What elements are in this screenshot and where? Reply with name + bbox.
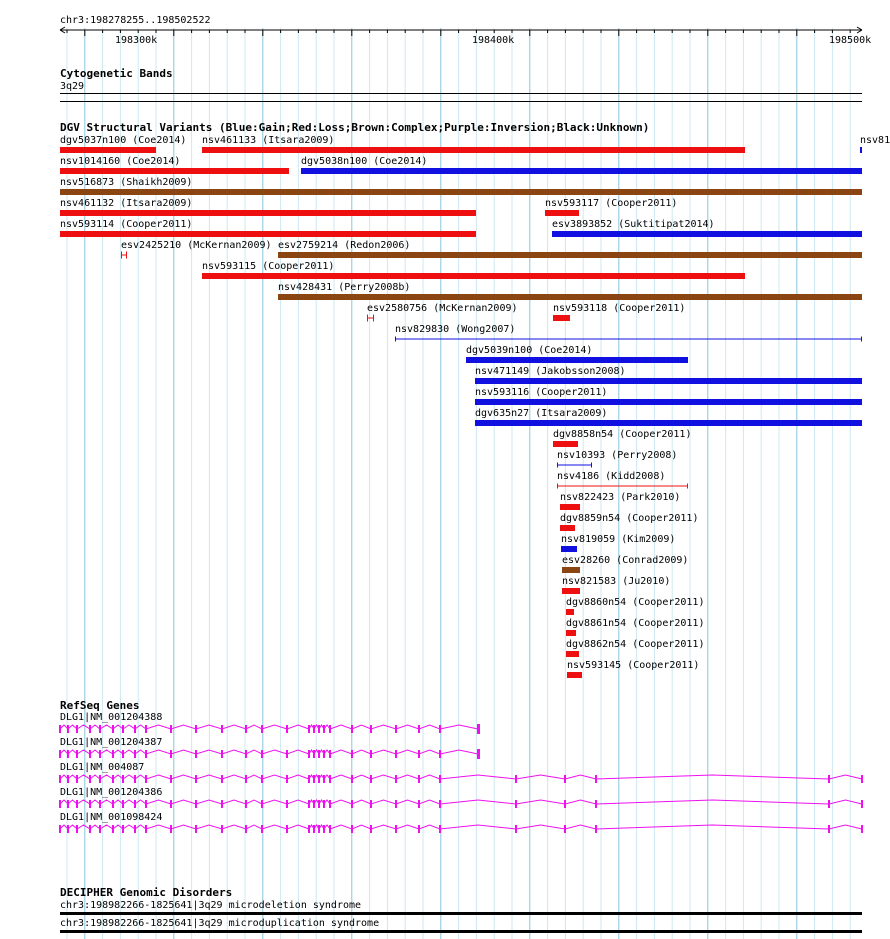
dgv-variant-bar[interactable] bbox=[567, 672, 582, 678]
ruler-tick-label: 198500k bbox=[829, 35, 872, 46]
refseq-gene-exon bbox=[89, 825, 91, 833]
ruler-tick-label: 198300k bbox=[115, 35, 158, 46]
dgv-variant-label: nsv829830 (Wong2007) bbox=[395, 324, 516, 335]
refseq-gene-exon bbox=[286, 725, 288, 733]
refseq-gene-exon bbox=[67, 825, 69, 833]
refseq-gene-exon bbox=[439, 825, 441, 833]
dgv-variant-label: nsv4186 (Kidd2008) bbox=[557, 471, 666, 482]
refseq-gene-exon bbox=[89, 750, 91, 758]
refseq-gene-exon bbox=[261, 825, 263, 833]
dgv-variant-label: nsv516873 (Shaikh2009) bbox=[60, 177, 193, 188]
refseq-gene-exon bbox=[261, 750, 263, 758]
refseq-gene-exon bbox=[323, 775, 325, 783]
refseq-gene-exon bbox=[323, 725, 325, 733]
refseq-gene-exon bbox=[308, 775, 310, 783]
dgv-variant-label: dgv8858n54 (Cooper2011) bbox=[553, 429, 692, 440]
refseq-gene-exon bbox=[76, 825, 78, 833]
refseq-gene-label: DLG1|NM_001204387 bbox=[60, 737, 163, 748]
refseq-gene-exon bbox=[67, 750, 69, 758]
dgv-variant-bar[interactable] bbox=[561, 546, 577, 552]
refseq-gene-exon bbox=[318, 825, 320, 833]
dgv-variant-label: esv3893852 (Suktitipat2014) bbox=[552, 219, 715, 230]
refseq-gene-label: DLG1|NM_001204388 bbox=[60, 712, 163, 723]
dgv-variant-bar[interactable] bbox=[475, 420, 862, 426]
refseq-gene-exon bbox=[122, 825, 124, 833]
refseq-gene-exon bbox=[145, 725, 147, 733]
dgv-variant-bar[interactable] bbox=[553, 315, 570, 321]
refseq-gene-exon bbox=[595, 775, 597, 783]
decipher-item-label: chr3:198982266-1825641|3q29 microduplication syndrome bbox=[60, 918, 380, 929]
refseq-gene-exon bbox=[318, 775, 320, 783]
refseq-gene-exon bbox=[89, 775, 91, 783]
refseq-gene-exon bbox=[170, 800, 172, 808]
refseq-gene-exon bbox=[308, 750, 310, 758]
refseq-gene-exon bbox=[351, 775, 353, 783]
refseq-gene-exon bbox=[329, 750, 331, 758]
dgv-variant-label: nsv593118 (Cooper2011) bbox=[553, 303, 686, 314]
refseq-gene-exon bbox=[89, 725, 91, 733]
refseq-gene-label: DLG1|NM_001204386 bbox=[60, 787, 163, 798]
dgv-variant-bar[interactable] bbox=[60, 231, 476, 237]
refseq-gene-exon bbox=[112, 750, 114, 758]
refseq-gene-exon bbox=[515, 775, 517, 783]
ruler-tick-label: 198400k bbox=[472, 35, 515, 46]
refseq-gene-label: DLG1|NM_004087 bbox=[60, 762, 145, 773]
dgv-variant-bar[interactable] bbox=[560, 525, 575, 531]
refseq-gene-exon bbox=[195, 800, 197, 808]
refseq-gene-exon bbox=[564, 825, 566, 833]
refseq-gene-exon bbox=[99, 825, 101, 833]
refseq-gene-exon bbox=[67, 725, 69, 733]
dgv-variant-label: dgv8862n54 (Cooper2011) bbox=[566, 639, 705, 650]
refseq-gene-exon bbox=[395, 725, 397, 733]
dgv-variant-label: esv28260 (Conrad2009) bbox=[562, 555, 689, 566]
decipher-item-label: chr3:198982266-1825641|3q29 microdeletion syndrome bbox=[60, 900, 362, 911]
dgv-variant-bar[interactable] bbox=[202, 273, 745, 279]
dgv-variant-bar[interactable] bbox=[560, 504, 580, 510]
refseq-gene-exon bbox=[861, 775, 863, 783]
dgv-variant-bar[interactable] bbox=[553, 441, 578, 447]
refseq-gene-exon bbox=[99, 750, 101, 758]
refseq-gene-exon bbox=[318, 725, 320, 733]
refseq-gene-exon bbox=[170, 825, 172, 833]
dgv-variant-label: nsv819059 (Kim2009) bbox=[561, 534, 676, 545]
refseq-gene-exon bbox=[76, 725, 78, 733]
track-title-cytogenetic-bands: Cytogenetic Bands bbox=[60, 67, 173, 80]
refseq-gene-exon bbox=[76, 800, 78, 808]
refseq-gene-exon bbox=[59, 725, 61, 733]
refseq-gene-exon bbox=[564, 800, 566, 808]
dgv-variant-label: esv2759214 (Redon2006) bbox=[278, 240, 411, 251]
refseq-gene-exon bbox=[261, 800, 263, 808]
refseq-gene-exon bbox=[323, 750, 325, 758]
refseq-gene-exon bbox=[99, 775, 101, 783]
dgv-variant-label: nsv593117 (Cooper2011) bbox=[545, 198, 678, 209]
refseq-gene-exon bbox=[286, 775, 288, 783]
refseq-gene-exon bbox=[395, 750, 397, 758]
dgv-variant-label: nsv81 bbox=[860, 135, 890, 146]
dgv-variant-bar[interactable] bbox=[562, 588, 580, 594]
refseq-gene-exon bbox=[477, 749, 480, 759]
dgv-variant-label: dgv5037n100 (Coe2014) bbox=[60, 135, 187, 146]
refseq-gene-exon bbox=[134, 725, 136, 733]
dgv-variant-bar[interactable] bbox=[562, 567, 580, 573]
refseq-gene-exon bbox=[170, 750, 172, 758]
refseq-gene-exon bbox=[59, 800, 61, 808]
dgv-variant-label: dgv8859n54 (Cooper2011) bbox=[560, 513, 699, 524]
refseq-gene-exon bbox=[329, 800, 331, 808]
refseq-gene-exon bbox=[329, 725, 331, 733]
refseq-gene-exon bbox=[515, 800, 517, 808]
dgv-variant-label: nsv822423 (Park2010) bbox=[560, 492, 681, 503]
refseq-gene-exon bbox=[313, 725, 315, 733]
refseq-gene-exon bbox=[308, 800, 310, 808]
dgv-variant-bar[interactable] bbox=[202, 147, 745, 153]
refseq-gene-exon bbox=[245, 750, 247, 758]
refseq-gene-exon bbox=[370, 750, 372, 758]
dgv-variant-label: dgv5038n100 (Coe2014) bbox=[301, 156, 428, 167]
cytoband-bar[interactable] bbox=[60, 93, 862, 94]
refseq-gene-exon bbox=[134, 825, 136, 833]
refseq-gene-exon bbox=[395, 775, 397, 783]
refseq-gene-exon bbox=[308, 725, 310, 733]
dgv-variant-bar[interactable] bbox=[552, 231, 862, 237]
dgv-variant-bar[interactable] bbox=[566, 609, 574, 615]
dgv-variant-label: nsv461133 (Itsara2009) bbox=[202, 135, 335, 146]
refseq-gene-exon bbox=[861, 825, 863, 833]
refseq-gene-exon bbox=[318, 750, 320, 758]
dgv-variant-label: nsv461132 (Itsara2009) bbox=[60, 198, 193, 209]
refseq-gene-intron bbox=[60, 800, 862, 804]
refseq-gene-exon bbox=[59, 825, 61, 833]
refseq-gene-exon bbox=[145, 750, 147, 758]
refseq-gene-exon bbox=[245, 800, 247, 808]
dgv-variant-bar[interactable] bbox=[566, 630, 576, 636]
refseq-gene-exon bbox=[67, 800, 69, 808]
refseq-gene-exon bbox=[261, 775, 263, 783]
dgv-variant-bar[interactable] bbox=[860, 147, 862, 153]
dgv-variant-label: dgv8860n54 (Cooper2011) bbox=[566, 597, 705, 608]
dgv-variant-bar[interactable] bbox=[475, 399, 862, 405]
dgv-variant-label: dgv8861n54 (Cooper2011) bbox=[566, 618, 705, 629]
refseq-gene-exon bbox=[370, 775, 372, 783]
refseq-gene-exon bbox=[59, 775, 61, 783]
refseq-gene-exon bbox=[395, 825, 397, 833]
refseq-gene-exon bbox=[329, 825, 331, 833]
refseq-gene-intron bbox=[60, 825, 862, 829]
refseq-gene-exon bbox=[195, 825, 197, 833]
refseq-gene-exon bbox=[134, 750, 136, 758]
dgv-variant-label: esv2580756 (McKernan2009) bbox=[367, 303, 518, 314]
refseq-gene-exon bbox=[195, 775, 197, 783]
refseq-gene-exon bbox=[59, 750, 61, 758]
refseq-gene-exon bbox=[195, 750, 197, 758]
refseq-gene-exon bbox=[395, 800, 397, 808]
refseq-gene-exon bbox=[112, 725, 114, 733]
refseq-gene-exon bbox=[308, 825, 310, 833]
decipher-bar-microdeletion[interactable] bbox=[60, 912, 862, 915]
refseq-gene-exon bbox=[595, 800, 597, 808]
dgv-variant-label: nsv593145 (Cooper2011) bbox=[567, 660, 700, 671]
refseq-gene-exon bbox=[286, 800, 288, 808]
refseq-gene-exon bbox=[99, 725, 101, 733]
dgv-variant-bar[interactable] bbox=[301, 168, 862, 174]
refseq-gene-exon bbox=[112, 775, 114, 783]
refseq-gene-exon bbox=[112, 825, 114, 833]
refseq-gene-exon bbox=[286, 750, 288, 758]
dgv-variant-label: nsv428431 (Perry2008b) bbox=[278, 282, 411, 293]
refseq-gene-exon bbox=[439, 800, 441, 808]
refseq-gene-exon bbox=[313, 750, 315, 758]
dgv-variant-bar[interactable] bbox=[60, 189, 862, 195]
refseq-gene-exon bbox=[221, 750, 223, 758]
refseq-gene-exon bbox=[122, 800, 124, 808]
cytoband-label: 3q29 bbox=[60, 81, 85, 92]
refseq-gene-exon bbox=[67, 775, 69, 783]
refseq-gene-intron bbox=[60, 775, 862, 779]
refseq-gene-exon bbox=[145, 775, 147, 783]
dgv-variant-label: dgv635n27 (Itsara2009) bbox=[475, 408, 608, 419]
dgv-variant-bar[interactable] bbox=[278, 294, 862, 300]
refseq-gene-exon bbox=[170, 725, 172, 733]
track-title-decipher: DECIPHER Genomic Disorders bbox=[60, 886, 233, 899]
refseq-gene-exon bbox=[515, 825, 517, 833]
ruler-location: chr3:198278255..198502522 bbox=[60, 15, 211, 26]
dgv-variant-label: nsv593114 (Cooper2011) bbox=[60, 219, 193, 230]
refseq-gene-exon bbox=[122, 750, 124, 758]
track-title-dgv-structural-variants: DGV Structural Variants (Blue:Gain;Red:Loss;Brown:Complex;Purple:Inversion;Black:Unknown) bbox=[60, 121, 650, 134]
refseq-gene-exon bbox=[861, 800, 863, 808]
refseq-gene-exon bbox=[221, 725, 223, 733]
dgv-variant-bar[interactable] bbox=[475, 378, 862, 384]
dgv-variant-label: nsv1014160 (Coe2014) bbox=[60, 156, 181, 167]
refseq-gene-exon bbox=[122, 775, 124, 783]
refseq-gene-exon bbox=[439, 725, 441, 733]
refseq-gene-exon bbox=[439, 775, 441, 783]
refseq-gene-exon bbox=[564, 775, 566, 783]
dgv-variant-bar[interactable] bbox=[278, 252, 862, 258]
refseq-gene-exon bbox=[221, 800, 223, 808]
refseq-gene-exon bbox=[418, 750, 420, 758]
dgv-variant-bar[interactable] bbox=[60, 210, 476, 216]
refseq-gene-exon bbox=[286, 825, 288, 833]
dgv-variant-bar[interactable] bbox=[545, 210, 579, 216]
refseq-gene-exon bbox=[122, 725, 124, 733]
refseq-gene-exon bbox=[134, 800, 136, 808]
refseq-gene-exon bbox=[477, 724, 480, 734]
refseq-gene-exon bbox=[323, 825, 325, 833]
refseq-gene-exon bbox=[318, 800, 320, 808]
refseq-gene-exon bbox=[195, 725, 197, 733]
refseq-gene-exon bbox=[418, 825, 420, 833]
refseq-gene-exon bbox=[323, 800, 325, 808]
refseq-gene-exon bbox=[351, 725, 353, 733]
refseq-gene-exon bbox=[76, 750, 78, 758]
refseq-gene-exon bbox=[221, 775, 223, 783]
refseq-gene-exon bbox=[828, 800, 830, 808]
dgv-variant-label: nsv593116 (Cooper2011) bbox=[475, 387, 608, 398]
refseq-gene-exon bbox=[439, 750, 441, 758]
refseq-gene-exon bbox=[313, 800, 315, 808]
refseq-gene-exon bbox=[221, 825, 223, 833]
dgv-variant-bar[interactable] bbox=[466, 357, 688, 363]
refseq-gene-exon bbox=[329, 775, 331, 783]
track-title-refseq-genes: RefSeq Genes bbox=[60, 699, 140, 712]
refseq-gene-exon bbox=[245, 725, 247, 733]
refseq-gene-exon bbox=[313, 775, 315, 783]
refseq-gene-exon bbox=[828, 825, 830, 833]
refseq-gene-exon bbox=[245, 825, 247, 833]
refseq-gene-exon bbox=[145, 800, 147, 808]
refseq-gene-exon bbox=[134, 775, 136, 783]
dgv-variant-label: esv2425210 (McKernan2009) bbox=[121, 240, 272, 251]
dgv-variant-label: nsv10393 (Perry2008) bbox=[557, 450, 678, 461]
refseq-gene-exon bbox=[76, 775, 78, 783]
refseq-gene-exon bbox=[370, 800, 372, 808]
cytoband-bar[interactable] bbox=[60, 101, 862, 102]
refseq-gene-label: DLG1|NM_001098424 bbox=[60, 812, 163, 823]
decipher-bar-microduplication[interactable] bbox=[60, 930, 862, 933]
refseq-gene-exon bbox=[89, 800, 91, 808]
refseq-gene-exon bbox=[418, 775, 420, 783]
refseq-gene-exon bbox=[112, 800, 114, 808]
dgv-variant-label: dgv5039n100 (Coe2014) bbox=[466, 345, 593, 356]
refseq-gene-exon bbox=[351, 800, 353, 808]
refseq-gene-exon bbox=[595, 825, 597, 833]
dgv-variant-bar[interactable] bbox=[60, 168, 289, 174]
refseq-gene-exon bbox=[261, 725, 263, 733]
refseq-gene-exon bbox=[828, 775, 830, 783]
refseq-gene-exon bbox=[351, 825, 353, 833]
dgv-variant-bar[interactable] bbox=[566, 651, 579, 657]
refseq-gene-exon bbox=[418, 725, 420, 733]
dgv-variant-label: nsv471149 (Jakobsson2008) bbox=[475, 366, 626, 377]
refseq-gene-exon bbox=[370, 725, 372, 733]
refseq-gene-exon bbox=[145, 825, 147, 833]
refseq-gene-exon bbox=[370, 825, 372, 833]
refseq-gene-exon bbox=[418, 800, 420, 808]
dgv-variant-bar[interactable] bbox=[60, 147, 156, 153]
refseq-gene-exon bbox=[351, 750, 353, 758]
refseq-gene-exon bbox=[313, 825, 315, 833]
dgv-variant-label: nsv821583 (Ju2010) bbox=[562, 576, 671, 587]
refseq-gene-exon bbox=[245, 775, 247, 783]
dgv-variant-label: nsv593115 (Cooper2011) bbox=[202, 261, 335, 272]
refseq-gene-exon bbox=[99, 800, 101, 808]
refseq-gene-exon bbox=[170, 775, 172, 783]
